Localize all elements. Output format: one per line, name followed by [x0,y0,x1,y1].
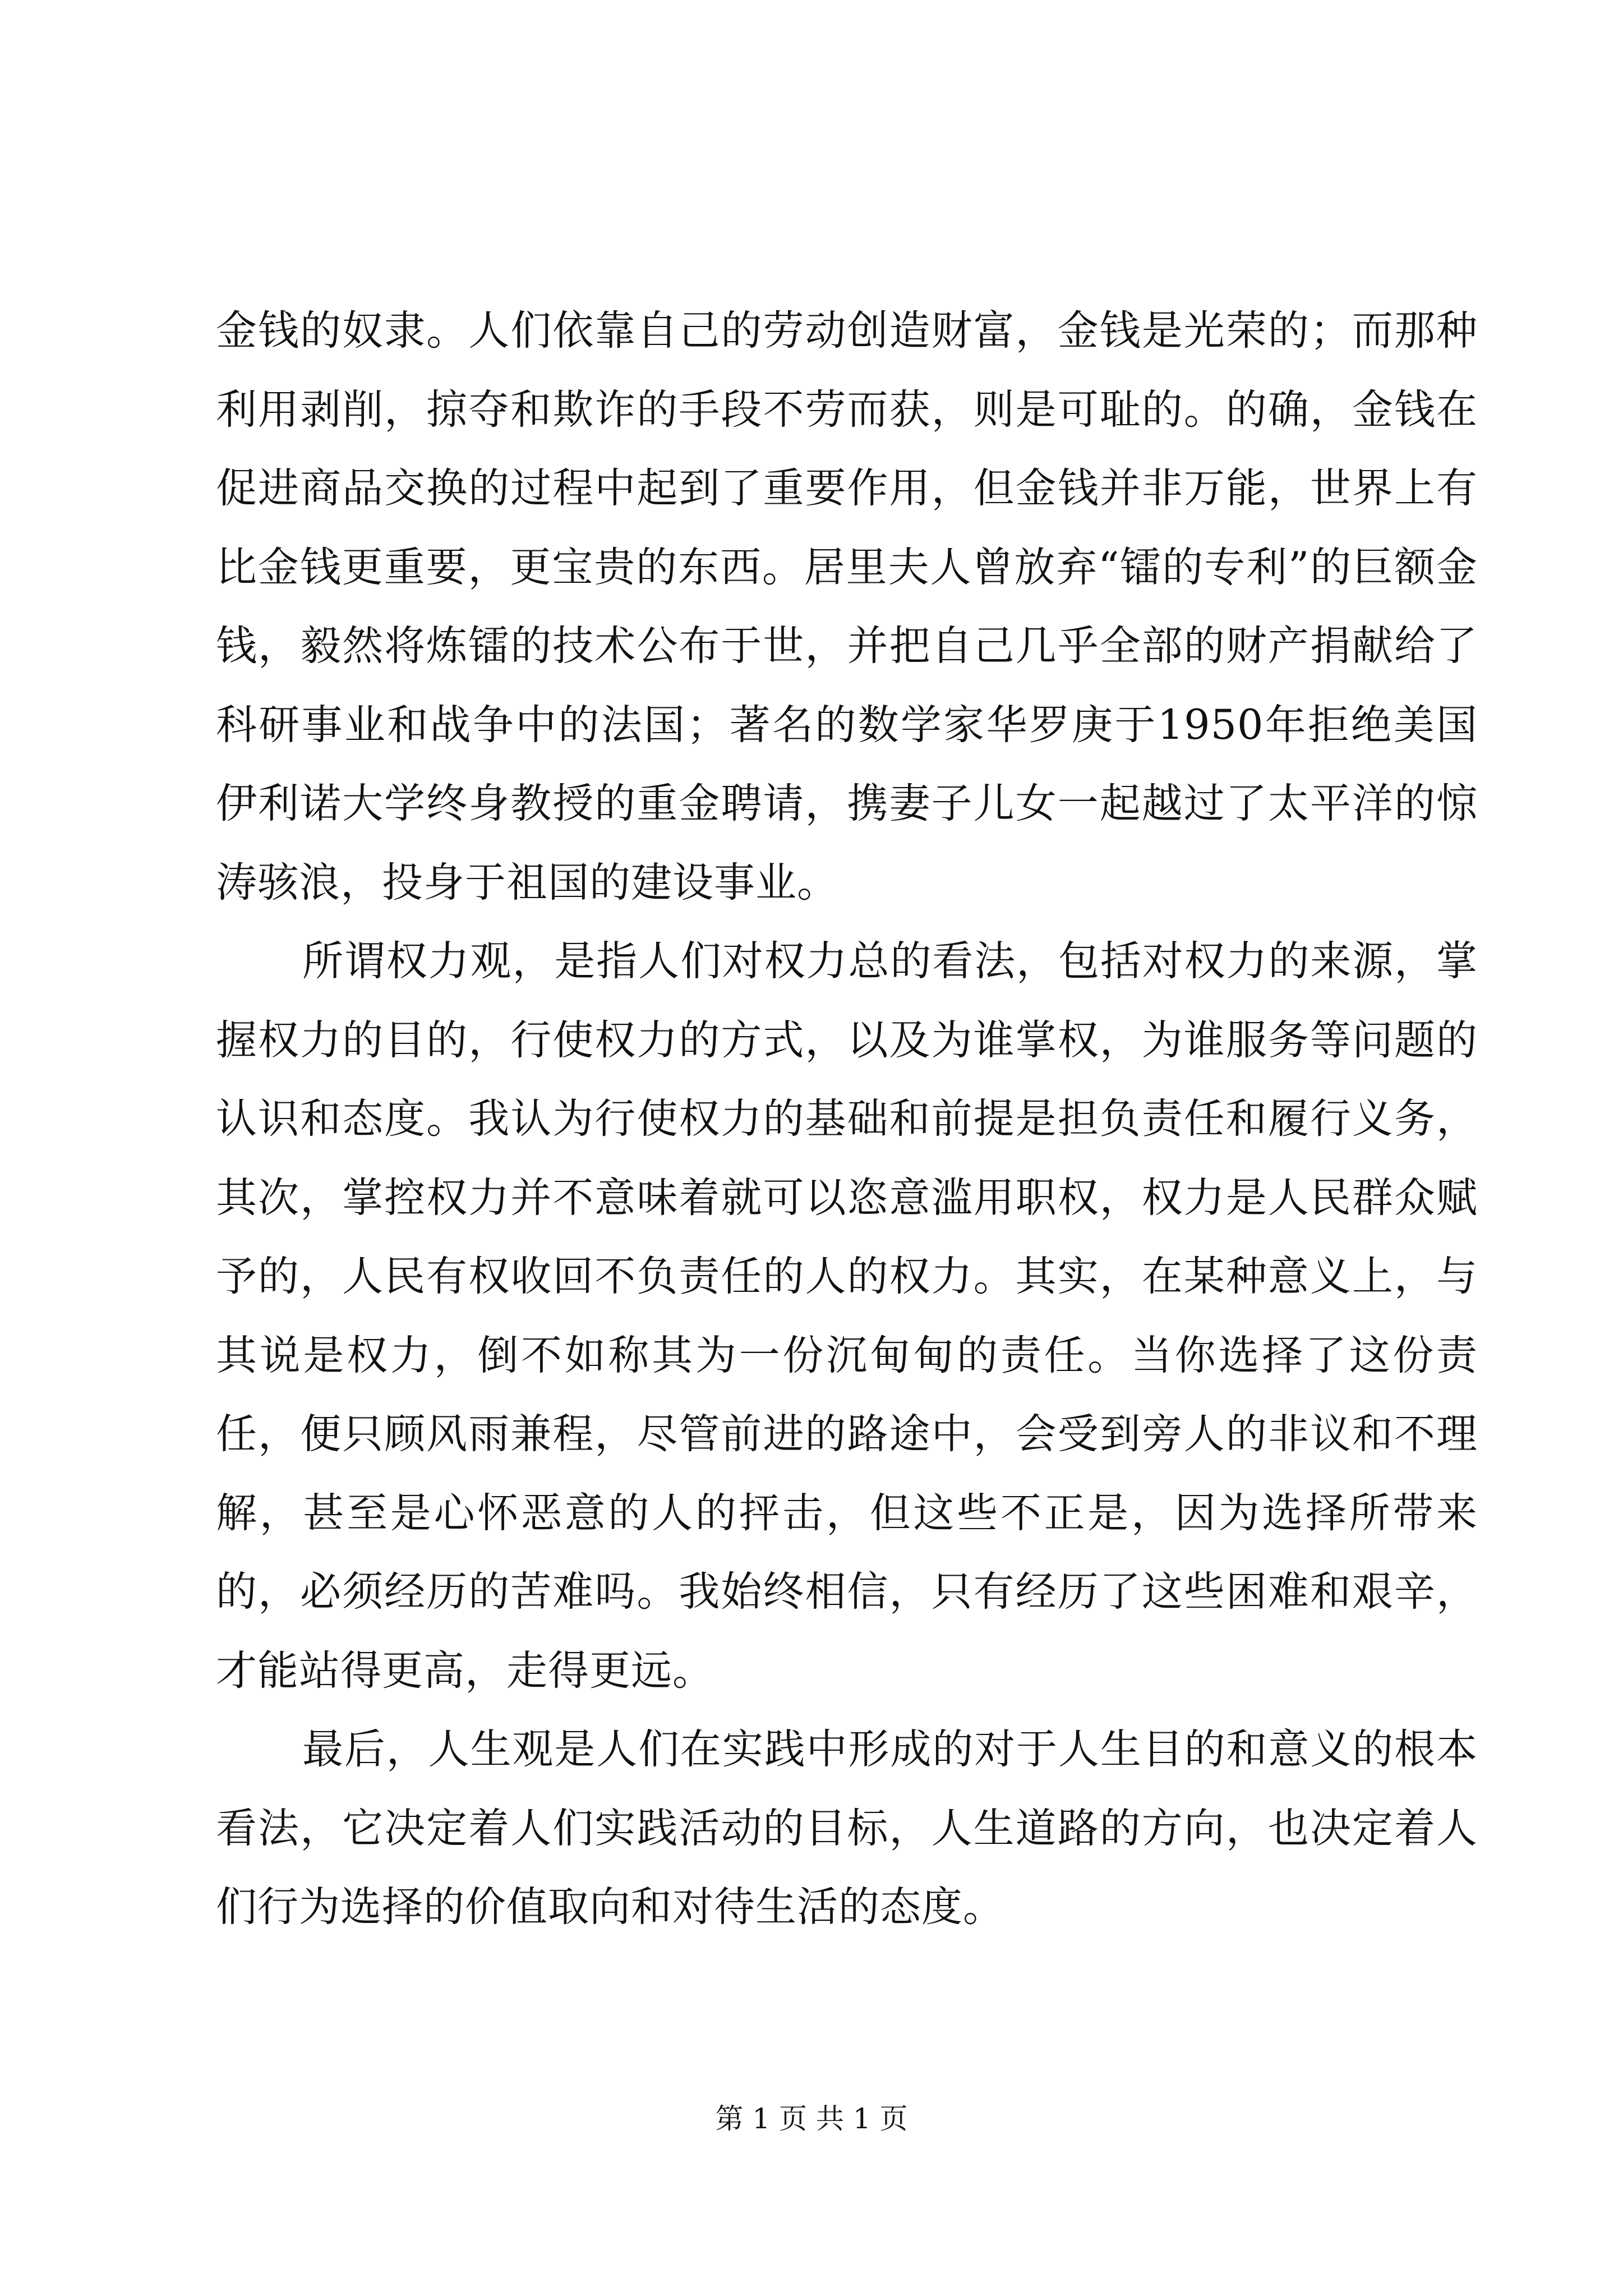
paragraph-money: 金钱的奴隶。人们依靠自己的劳动创造财富，金钱是光荣的；而那种利用剥削，掠夺和欺诈的手段不劳而获，则是可耻的。的确，金钱在促进商品交换的过程中起到了重要作用，但金钱并非万能，世界上有比金钱更重要，更宝贵的东西。居里夫人曾放弃“镭的专利”的巨额金钱，毅然将炼镭的技术公布于世，并把自己几乎全部的财产捐献给了科研事业和战争中的法国；著名的数学家华罗庚于1950年拒绝美国伊利诺大学终身教授的重金聘请，携妻子儿女一起越过了太平洋的惊涛骇浪，投身于祖国的建设事业。 [216,307,1478,907]
paragraph-life: 最后，人生观是人们在实践中形成的对于人生目的和意义的根本看法，它决定着人们实践活动的目标，人生道路的方向，也决定着人们行为选择的价值取向和对待生活的态度。 [216,1726,1478,1931]
page-footer: 第 1 页 共 1 页 [715,2102,908,2135]
body-text [216,292,1478,1947]
paragraph-power: 所谓权力观，是指人们对权力总的看法，包括对权力的来源，掌握权力的目的，行使权力的方式，以及为谁掌权，为谁服务等问题的认识和态度。我认为行使权力的基础和前提是担负责任和履行义务，其次，掌控权力并不意味着就可以恣意滥用职权，权力是人民群众赋予的，人民有权收回不负责任的人的权力。其实，在某种意义上，与其说是权力，倒不如称其为一份沉甸甸的责任。当你选择了这份责任，便只顾风雨兼程，尽管前进的路途中，会受到旁人的非议和不理解，甚至是心怀恶意的人的抨击，但这些不正是，因为选择所带来的，必须经历的苦难吗。我始终相信，只有经历了这些困难和艰辛，才能站得更高，走得更远。 [216,937,1478,1695]
